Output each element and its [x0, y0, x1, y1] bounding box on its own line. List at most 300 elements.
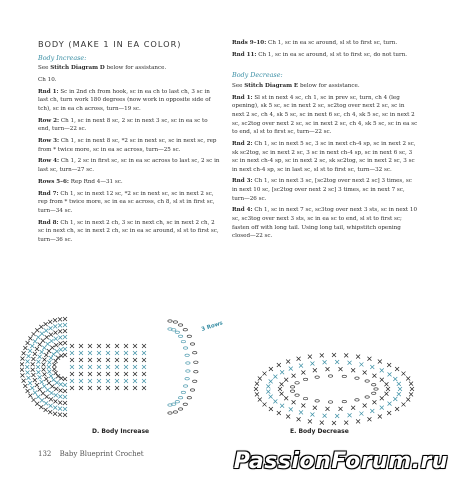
stitch-mark — [335, 360, 339, 364]
chain-mark — [355, 399, 359, 401]
stitch-mark — [351, 368, 355, 372]
stitch-mark — [44, 329, 48, 333]
stitch-mark — [115, 386, 119, 390]
stitch-mark — [53, 406, 57, 410]
stitch-mark — [47, 349, 51, 353]
stitch-mark — [273, 375, 277, 379]
stitch-mark — [40, 350, 44, 354]
stitch-mark — [63, 317, 67, 321]
stitch-mark — [393, 377, 397, 381]
stitch-mark — [39, 325, 43, 329]
stitch-mark — [106, 351, 110, 355]
stitch-mark — [266, 384, 270, 388]
stitch-mark — [44, 353, 48, 357]
chain-mark — [315, 376, 319, 378]
stitch-mark — [398, 387, 402, 391]
stitch-mark — [63, 335, 67, 339]
stitch-mark — [79, 379, 83, 383]
stitch-mark — [40, 380, 44, 384]
stitch-mark — [36, 360, 40, 364]
stitch-mark — [356, 419, 360, 423]
stitch-mark — [49, 326, 53, 330]
stitch-mark — [301, 403, 305, 407]
stitch-mark — [388, 372, 392, 376]
stitch-mark — [63, 407, 67, 411]
stitch-mark — [106, 344, 110, 348]
stitch-mark — [409, 382, 413, 386]
stitch-mark — [292, 400, 296, 404]
stitch-mark — [35, 328, 39, 332]
stitch-mark — [339, 367, 343, 371]
chain-mark — [365, 396, 369, 398]
stitch-mark — [46, 342, 50, 346]
stitch-mark — [332, 353, 336, 357]
stitch-mark — [401, 372, 405, 376]
stitch-mark — [325, 407, 329, 411]
stitch-mark — [31, 368, 35, 372]
stitch-mark — [59, 388, 63, 392]
stitch-mark — [20, 368, 24, 372]
stitch-mark — [39, 405, 43, 409]
stitch-mark — [31, 373, 35, 377]
chain-mark — [175, 331, 179, 333]
stitch-mark — [42, 372, 46, 376]
stitch-mark — [38, 343, 42, 347]
stitch-mark — [406, 376, 410, 380]
stitch-mark — [33, 339, 37, 343]
stitch-mark — [63, 413, 67, 417]
stitch-mark — [88, 351, 92, 355]
stitch-mark — [88, 344, 92, 348]
stitch-mark — [367, 357, 371, 361]
chain-mark — [186, 370, 190, 372]
decrease-intro: See Stitch Diagram E below for assistance. — [232, 82, 360, 89]
stitch-diagram-d — [20, 305, 230, 427]
stitch-mark — [97, 344, 101, 348]
stitch-mark — [269, 395, 273, 399]
stitch-mark — [45, 335, 49, 339]
stitch-mark — [54, 393, 58, 397]
stitch-mark — [20, 373, 24, 377]
stitch-mark — [266, 390, 270, 394]
stitch-mark — [52, 352, 56, 356]
stitch-mark — [52, 363, 56, 367]
stitch-mark — [115, 351, 119, 355]
stitch-mark — [70, 358, 74, 362]
stitch-mark — [280, 392, 284, 396]
stitch-mark — [44, 401, 48, 405]
instruction-row: Rnd 11: Ch 1, sc in ea sc around, sl st to first sc, do not turn. — [232, 51, 408, 58]
stitch-mark — [52, 367, 56, 371]
stitch-mark — [28, 394, 32, 398]
stitch-mark — [258, 398, 262, 402]
stitch-mark — [26, 354, 30, 358]
chain-mark — [185, 378, 189, 380]
stitch-mark — [370, 409, 374, 413]
stitch-mark — [395, 367, 399, 371]
chain-mark — [183, 403, 187, 405]
stitch-mark — [286, 359, 290, 363]
stitch-mark — [88, 358, 92, 362]
stitch-mark — [323, 360, 327, 364]
stitch-mark — [26, 341, 30, 345]
stitch-mark — [44, 377, 48, 381]
stitch-mark — [33, 378, 37, 382]
stitch-mark — [79, 365, 83, 369]
stitch-mark — [299, 364, 303, 368]
stitch-mark — [20, 362, 24, 366]
chain-mark — [190, 389, 194, 391]
chain-mark — [342, 375, 346, 377]
instruction-row: Row 4: Ch 1, 2 sc in first sc, sc in ea sc across to last sc, 2 sc in last sc, turn—27 sc. — [38, 158, 220, 174]
chain-mark — [290, 390, 294, 392]
stitch-mark — [63, 383, 67, 387]
stitch-mark — [40, 398, 44, 402]
stitch-mark — [133, 351, 137, 355]
stitch-mark — [63, 377, 67, 381]
stitch-mark — [49, 333, 53, 337]
stitch-mark — [367, 417, 371, 421]
stitch-mark — [254, 387, 258, 391]
stitch-mark — [88, 365, 92, 369]
stitch-mark — [284, 378, 288, 382]
chain-mark — [315, 400, 319, 402]
stitch-mark — [97, 358, 101, 362]
stitch-mark — [20, 357, 24, 361]
stitch-mark — [97, 351, 101, 355]
stitch-mark — [63, 323, 67, 327]
stitch-mark — [97, 365, 101, 369]
chain-mark — [187, 335, 191, 337]
stitch-mark — [42, 346, 46, 350]
instruction-row: Rnds 9–10: Ch 1, sc in ea sc around, sl st to first sc, turn. — [232, 40, 398, 46]
chain-mark — [303, 397, 307, 399]
stitch-mark — [53, 412, 57, 416]
stitch-mark — [44, 408, 48, 412]
stitch-mark — [378, 359, 382, 363]
stitch-mark — [348, 413, 352, 417]
stitch-mark — [63, 329, 67, 333]
book-title: Baby Blueprint Crochet — [59, 450, 144, 458]
rounds-label: 3 Rows — [200, 320, 224, 333]
stitch-mark — [70, 351, 74, 355]
stitch-mark — [53, 399, 57, 403]
instruction-row: Row 3: Ch 1, sc in next 8 sc, *2 sc in next sc, sc in next sc, rep from * twice more, sc in ea sc across, turn—25 sc. — [38, 138, 217, 153]
chain-mark — [178, 335, 182, 337]
chain-mark — [190, 343, 194, 345]
stitch-mark — [63, 347, 67, 351]
stitch-mark — [115, 344, 119, 348]
stitch-mark — [378, 415, 382, 419]
stitch-mark — [58, 407, 62, 411]
stitch-mark — [393, 397, 397, 401]
stitch-mark — [386, 387, 390, 391]
left-column — [38, 40, 220, 248]
stitch-mark — [133, 358, 137, 362]
stitch-mark — [124, 386, 128, 390]
stitch-mark — [292, 374, 296, 378]
stitch-mark — [70, 372, 74, 376]
stitch-mark — [106, 379, 110, 383]
stitch-mark — [55, 381, 59, 385]
stitch-mark — [289, 407, 293, 411]
stitch-mark — [308, 355, 312, 359]
stitch-mark — [115, 379, 119, 383]
stitch-mark — [273, 399, 277, 403]
stitch-mark — [310, 413, 314, 417]
stitch-mark — [258, 376, 262, 380]
stitch-mark — [269, 407, 273, 411]
stitch-mark — [332, 421, 336, 425]
stitch-mark — [115, 365, 119, 369]
stitch-mark — [409, 392, 413, 396]
stitch-mark — [106, 365, 110, 369]
increase-chain: Ch 10. — [38, 76, 57, 83]
stitch-mark — [106, 372, 110, 376]
stitch-mark — [50, 339, 54, 343]
chain-mark — [178, 324, 182, 326]
stitch-mark — [397, 382, 401, 386]
instruction-row: Rnd 1: Sc in 2nd ch from hook, sc in ea ch to last ch, 3 sc in last ch, turn work 180 degrees (now work in opposite side of tch), sc in ea ch across, turn—19 sc. — [38, 88, 211, 112]
stitch-mark — [277, 411, 281, 415]
stitch-mark — [97, 386, 101, 390]
stitch-mark — [50, 384, 54, 388]
stitch-mark — [124, 372, 128, 376]
stitch-mark — [410, 387, 414, 391]
stitch-diagram-e — [246, 350, 422, 428]
stitch-mark — [32, 398, 36, 402]
chain-mark — [328, 375, 332, 377]
stitch-mark — [54, 387, 58, 391]
stitch-mark — [384, 392, 388, 396]
stitch-mark — [310, 361, 314, 365]
stitch-mark — [401, 402, 405, 406]
stitch-mark — [280, 404, 284, 408]
stitch-mark — [380, 378, 384, 382]
stitch-mark — [280, 382, 284, 386]
stitch-mark — [142, 379, 146, 383]
chain-mark — [372, 392, 376, 394]
chain-mark — [328, 401, 332, 403]
stitch-mark — [344, 353, 348, 357]
stitch-mark — [35, 347, 39, 351]
stitch-mark — [36, 335, 40, 339]
stitch-mark — [26, 360, 30, 364]
stitch-mark — [79, 351, 83, 355]
chain-mark — [181, 391, 185, 393]
stitch-mark — [255, 392, 259, 396]
stitch-mark — [22, 351, 26, 355]
stitch-mark — [115, 358, 119, 362]
chain-mark — [295, 394, 299, 396]
stitch-mark — [255, 382, 259, 386]
stitch-mark — [133, 344, 137, 348]
chain-mark — [290, 386, 294, 388]
stitch-mark — [370, 365, 374, 369]
stitch-mark — [46, 388, 50, 392]
chain-mark — [194, 361, 198, 363]
instruction-row: Rnd 8: Ch 1, sc in next 2 ch, 3 sc in next ch, sc in next 2 ch, 2 sc in next ch, sc in next 2 ch, sc in ea sc around, sl st to first sc, turn—36 sc. — [38, 219, 219, 243]
stitch-mark — [384, 382, 388, 386]
stitch-mark — [63, 353, 67, 357]
chain-mark — [187, 397, 191, 399]
right-column — [232, 39, 418, 244]
chain-mark — [342, 400, 346, 402]
stitch-mark — [45, 395, 49, 399]
stitch-mark — [35, 383, 39, 387]
page-footer — [38, 450, 144, 458]
instruction-row: Rnd 3: Ch 1, sc in next 3 sc, [sc2tog over next 2 sc] 3 times, sc in next 10 sc, [sc2tog over next 2 sc] 3 times, sc in next 7 sc, turn—26 sc. — [232, 178, 412, 202]
stitch-mark — [359, 412, 363, 416]
chain-mark — [178, 408, 182, 410]
chain-mark — [374, 388, 378, 390]
stitch-mark — [79, 358, 83, 362]
stitch-mark — [63, 395, 67, 399]
chain-mark — [365, 380, 369, 382]
page-number: 132 — [38, 450, 52, 458]
stitch-mark — [313, 406, 317, 410]
stitch-mark — [48, 410, 52, 414]
stitch-mark — [133, 372, 137, 376]
increase-intro: See Stitch Diagram D below for assistance. — [38, 65, 167, 72]
stitch-mark — [53, 331, 57, 335]
stitch-mark — [22, 379, 26, 383]
stitch-mark — [49, 397, 53, 401]
stitch-mark — [42, 358, 46, 362]
stitch-mark — [79, 386, 83, 390]
stitch-mark — [36, 395, 40, 399]
stitch-mark — [41, 391, 45, 395]
stitch-mark — [380, 406, 384, 410]
stitch-mark — [59, 382, 63, 386]
stitch-mark — [106, 358, 110, 362]
stitch-mark — [47, 370, 51, 374]
stitch-mark — [142, 365, 146, 369]
section-heading: BODY (MAKE 1 IN EA COLOR) — [38, 39, 182, 49]
stitch-mark — [54, 337, 58, 341]
stitch-mark — [133, 379, 137, 383]
stitch-mark — [59, 342, 63, 346]
stitch-mark — [277, 363, 281, 367]
stitch-mark — [58, 323, 62, 327]
stitch-mark — [41, 339, 45, 343]
stitch-mark — [23, 346, 27, 350]
stitch-mark — [359, 362, 363, 366]
instruction-row: Rnd 4: Ch 1, sc in next 7 sc, sc3tog over next 3 sts, sc in next 10 sc, sc3tog over next 3 sts, sc in ea sc to end, sl st to first sc; fasten off with long tail. Using long tail, whipstitch opening closed—22 sc. — [232, 207, 418, 240]
stitch-mark — [38, 375, 42, 379]
chain-mark — [193, 380, 197, 382]
stitch-mark — [79, 344, 83, 348]
stitch-mark — [344, 421, 348, 425]
stitch-mark — [63, 389, 67, 393]
stitch-mark — [28, 349, 32, 353]
stitch-mark — [280, 370, 284, 374]
stitch-mark — [70, 365, 74, 369]
stitch-mark — [88, 372, 92, 376]
stitch-mark — [115, 372, 119, 376]
stitch-mark — [54, 359, 58, 363]
stitch-mark — [397, 392, 401, 396]
stitch-mark — [133, 365, 137, 369]
stitch-mark — [36, 370, 40, 374]
stitch-mark — [124, 344, 128, 348]
stitch-mark — [380, 368, 384, 372]
diagram-d-stitches — [20, 317, 198, 417]
stitch-mark — [70, 386, 74, 390]
stitch-mark — [363, 403, 367, 407]
stitch-mark — [28, 336, 32, 340]
chain-mark — [185, 354, 189, 356]
stitch-mark — [54, 371, 58, 375]
stitch-mark — [124, 365, 128, 369]
increase-subheading: Body Increase: — [38, 53, 87, 62]
stitch-mark — [269, 367, 273, 371]
stitch-mark — [142, 372, 146, 376]
stitch-mark — [30, 344, 34, 348]
chain-mark — [173, 411, 177, 413]
stitch-mark — [348, 361, 352, 365]
stitch-mark — [49, 374, 53, 378]
stitch-mark — [387, 363, 391, 367]
stitch-mark — [320, 421, 324, 425]
stitch-mark — [58, 413, 62, 417]
stitch-mark — [50, 391, 54, 395]
stitch-mark — [284, 396, 288, 400]
stitch-mark — [38, 387, 42, 391]
stitch-mark — [33, 352, 37, 356]
stitch-mark — [58, 317, 62, 321]
stitch-mark — [299, 410, 303, 414]
stitch-mark — [286, 415, 290, 419]
stitch-mark — [133, 386, 137, 390]
stitch-mark — [142, 358, 146, 362]
instruction-row: Rnd 7: Ch 1, sc in next 12 sc, *2 sc in next sc, sc in next 2 sc, rep from * twice more, sc in ea sc across, ch 8, sl st in first sc, turn—34 sc. — [38, 190, 215, 214]
stitch-mark — [308, 419, 312, 423]
stitch-mark — [278, 387, 282, 391]
stitch-mark — [49, 356, 53, 360]
diagram-d-caption: D. Body Increase — [92, 428, 150, 435]
stitch-mark — [53, 324, 57, 328]
stitch-mark — [31, 362, 35, 366]
stitch-mark — [26, 376, 30, 380]
chain-mark — [181, 340, 185, 342]
stitch-mark — [142, 344, 146, 348]
chain-mark — [303, 378, 307, 380]
stitch-mark — [142, 351, 146, 355]
stitch-mark — [25, 365, 29, 369]
stitch-mark — [58, 329, 62, 333]
stitch-mark — [40, 332, 44, 336]
stitch-mark — [42, 368, 46, 372]
stitch-mark — [124, 358, 128, 362]
stitch-mark — [53, 318, 57, 322]
stitch-mark — [124, 351, 128, 355]
chain-mark — [193, 352, 197, 354]
stitch-mark — [263, 372, 267, 376]
stitch-mark — [380, 396, 384, 400]
stitch-mark — [269, 379, 273, 383]
stitch-mark — [44, 322, 48, 326]
stitch-mark — [35, 402, 39, 406]
stitch-mark — [313, 368, 317, 372]
stitch-mark — [88, 379, 92, 383]
chain-mark — [194, 371, 198, 373]
stitch-mark — [28, 381, 32, 385]
stitch-mark — [70, 379, 74, 383]
stitch-mark — [323, 414, 327, 418]
stitch-mark — [58, 401, 62, 405]
chain-mark — [173, 321, 177, 323]
